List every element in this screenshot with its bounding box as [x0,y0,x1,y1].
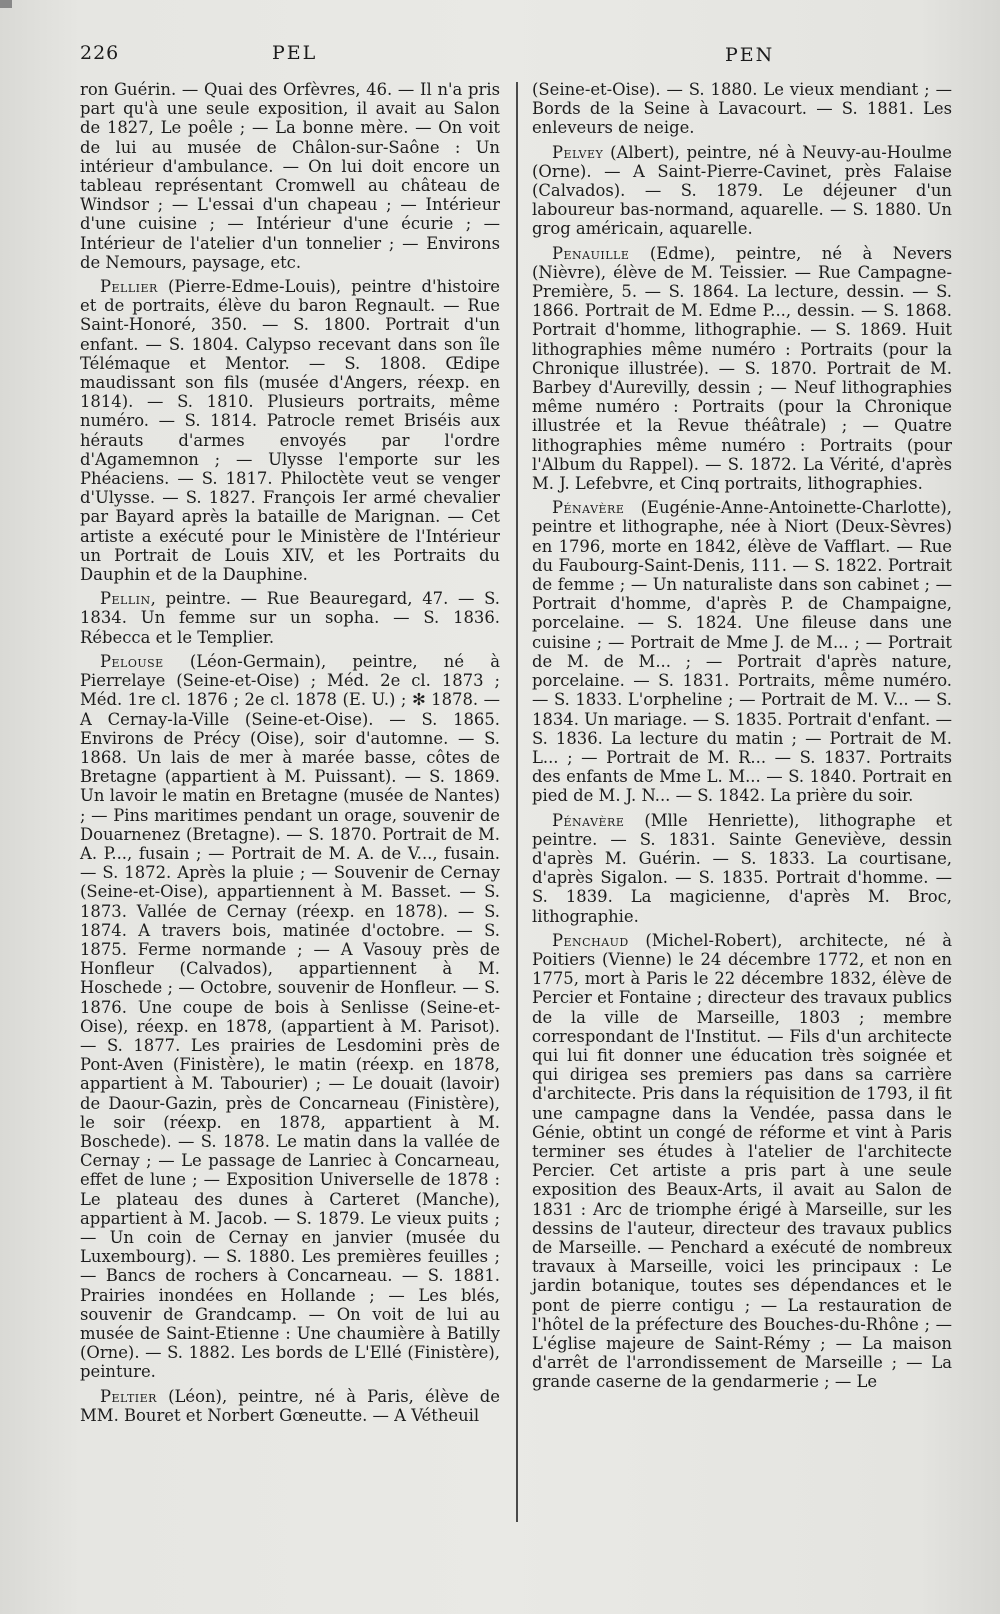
entry-peltier: Peltier (Léon), peintre, né à Paris, élève de MM. Bouret et Norbert Gœneutte. — A Vétheuil [80,1386,500,1425]
entry-name: Pelvey [552,142,604,162]
entry-name: Pellier [100,277,158,297]
entry-name: Pellin [100,589,151,609]
scan-corner-mark [0,0,12,8]
entry-name: Pénavère [552,810,625,830]
entry-pelouse: Pelouse (Léon-Germain), peintre, né à Pierrelaye (Seine-et-Oise) ; Méd. 2e cl. 1873 ; Méd. 1re cl. 1876 ; 2e cl. 1878 (E. U.) ; ✻ 1878. — A Cernay-la-Ville (Seine-et-Oise). — S. 1865. Environs de Précy (Oise), soir d'automne. — S. 1868. Un lais de mer à marée basse, côtes de Bretagne (appartient à M. Puissant). — S. 1869. Un lavoir le matin en Bretagne (musée de Nantes) ; — Pins maritimes pendant un orage, souvenir de Douarnenez (Bretagne). — S. 1870. Portrait de M. A. P..., fusain ; — Portrait de M. A. de V..., fusain. — S. 1872. Après la pluie ; — Souvenir de Cernay (Seine-et-Oise), appartiennent à M. Basset. — S. 1873. Vallée de Cernay (réexp. en 1878). — S. 1874. A travers bois, matinée d'octobre. — S. 1875. Ferme normande ; — A Vasouy près de Honfleur (Calvados), appartiennent à M. Hoschede ; — Octobre, souvenir de Honfleur. — S. 1876. Une coupe de bois à Senlisse (Seine-et-Oise), réexp. en 1878, (appartient à M. Parisot). — S. 1877. Les prairies de Lesdomini près de Pont-Aven (Finistère), le matin (réexp. en 1878, appartient à M. Tabourier) ; — Le douait (lavoir) de Daour-Gazin, près de Concarneau (Finistère), le soir (réexp. en 1878, appartient à M. Boschede). — S. 1878. Le matin dans la vallée de Cernay ; — Le passage de Lanriec à Concarneau, effet de lune ; — Exposition Universelle de 1878 : Le plateau des dunes à Carteret (Manche), appartient à M. Jacob. — S. 1879. Le vieux puits ; — Un coin de Cernay en janvier (musée du Luxembourg). — S. 1880. Les premières feuilles ; — Bancs de rochers à Concarneau. — S. 1881. Prairies inondées en Hollande ; — Les blés, souvenir de Grandcamp. — On voit de lui au musée de Saint-Etienne : Une chaumière à Batilly (Orne). — S. 1882. Les bords de L'Ellé (Finistère), peinture. [80,651,500,1382]
entry-penavere-henriette: Pénavère (Mlle Henriette), lithographe et peintre. — S. 1831. Sainte Geneviève, dessin d'après M. Guérin. — S. 1833. La courtisane, d'après Sigalon. — S. 1835. Portrait d'homme. — S. 1839. La magicienne, d'après M. Broc, lithographie. [532,810,952,926]
left-column [80,80,500,1430]
entry-penavere-eugenie: Pénavère (Eugénie-Anne-Antoinette-Charlotte), peintre et lithographe, née à Niort (Deux-Sèvres) en 1796, morte en 1842, élève de Vafflart. — Rue du Faubourg-Saint-Denis, 111. — S. 1822. Portrait de femme ; — Un naturaliste dans son cabinet ; — Portrait d'homme, d'après P. de Champaigne, porcelaine. — S. 1824. Une fileuse dans une cuisine ; — Portrait de Mme J. de M... ; — Portrait de M. de M... ; — Portrait d'après nature, porcelaine. — S. 1831. Portraits, même numéro. — S. 1833. L'orpheline ; — Portrait de M. V... — S. 1834. Un mariage. — S. 1835. Portrait d'enfant. — S. 1836. La lecture du matin ; — Portrait de M. L... ; — Portrait de M. R... — S. 1837. Portraits des enfants de Mme L. M... — S. 1840. Portrait en pied de M. J. N... — S. 1842. La prière du soir. [532,498,952,806]
entry-name: Penauille [552,243,630,263]
entry-continuation: (Seine-et-Oise). — S. 1880. Le vieux mendiant ; — Bords de la Seine à Lavacourt. — S. 1881. Les enleveurs de neige. [532,80,952,138]
page-number: 226 [80,42,120,64]
right-column [532,80,952,1397]
entry-name: Peltier [100,1386,157,1406]
entry-name: Pénavère [552,498,625,518]
column-divider [516,82,518,1522]
right-running-head: PEN [725,44,775,66]
entry-continuation: ron Guérin. — Quai des Orfèvres, 46. — Il n'a pris part qu'à une seule exposition, il avait au Salon de 1827, Le poêle ; — La bonne mère. — On voit de lui au musée de Châlon-sur-Saône : Un intérieur d'ambulance. — On lui doit encore un tableau représentant Cromwell au château de Windsor ; — L'essai d'un chapeau ; — Intérieur d'une cuisine ; — Intérieur d'une écurie ; — Intérieur de l'atelier d'un tonnelier ; — Environs de Nemours, paysage, etc. [80,80,500,272]
entry-penchaud: Penchaud (Michel-Robert), architecte, né à Poitiers (Vienne) le 24 décembre 1772, et non en 1775, mort à Paris le 22 décembre 1832, élève de Percier et Fontaine ; directeur des travaux publics de la ville de Marseille, 1803 ; membre correspondant de l'Institut. — Fils d'un architecte qui lui fit donner une éducation très soignée et qui dirigea ses premiers pas dans sa carrière d'architecte. Pris dans la réquisition de 1793, il fit une campagne dans la Vendée, passa dans le Génie, obtint un congé de réforme et vint à Paris terminer ses études à l'atelier de l'architecte Percier. Cet artiste a pris part à une seule exposition des Beaux-Arts, il avait au Salon de 1831 : Arc de triomphe érigé à Marseille, sur les dessins de l'auteur, directeur des travaux publics de Marseille. — Penchard a exécuté de nombreux travaux à Marseille, voici les principaux : Le jardin botanique, toutes ses dépendances et le pont de pierre contigu ; — La restauration de l'hôtel de la préfecture des Bouches-du-Rhône ; — L'église majeure de Saint-Rémy ; — La maison d'arrêt de l'arrondissement de Marseille ; — La grande caserne de la gendarmerie ; — Le [532,930,952,1392]
entry-name: Pelouse [100,651,164,671]
entry-name: Penchaud [552,930,629,950]
entry-pellin: Pellin, peintre. — Rue Beauregard, 47. — S. 1834. Un femme sur un sopha. — S. 1836. Rébecca et le Templier. [80,589,500,647]
entry-penauille: Penauille (Edme), peintre, né à Nevers (Nièvre), élève de M. Teissier. — Rue Campagne-Première, 5. — S. 1864. La lecture, dessin. — S. 1866. Portrait de M. Edme P..., dessin. — S. 1868. Portrait d'homme, lithographie. — S. 1869. Huit lithographies même numéro : Portraits (pour la Chronique illustrée). — S. 1870. Portrait de M. Barbey d'Aurevilly, dessin ; — Neuf lithographies même numéro : Portraits (pour la Chronique illustrée et la Revue théâtrale) ; — Quatre lithographies même numéro : Portraits (pour l'Album du Rappel). — S. 1872. La Vérité, d'après M. J. Lefebvre, et Cinq portraits, lithographies. [532,243,952,494]
left-running-head: PEL [272,42,318,64]
entry-pellier: Pellier (Pierre-Edme-Louis), peintre d'histoire et de portraits, élève du baron Regnault. — Rue Saint-Honoré, 350. — S. 1800. Portrait d'un enfant. — S. 1804. Calypso recevant dans son île Télémaque et Mentor. — S. 1808. Œdipe maudissant son fils (musée d'Angers, réexp. en 1814). — S. 1810. Plusieurs portraits, même numéro. — S. 1814. Patrocle remet Briséis aux hérauts d'armes envoyés par l'ordre d'Agamemnon ; — Ulysse l'emporte sur les Phéaciens. — S. 1817. Philoctète veut se venger d'Ulysse. — S. 1827. François Ier armé chevalier par Bayard après la bataille de Marignan. — Cet artiste a exécuté pour le Ministère de l'Intérieur un Portrait de Louis XIV, et les Portraits du Dauphin et de la Dauphine. [80,277,500,585]
entry-pelvey: Pelvey (Albert), peintre, né à Neuvy-au-Houlme (Orne). — A Saint-Pierre-Cavinet, près Falaise (Calvados). — S. 1879. Le déjeuner d'un laboureur bas-normand, aquarelle. — S. 1880. Un grog américain, aquarelle. [532,142,953,239]
running-header [0,42,1000,72]
